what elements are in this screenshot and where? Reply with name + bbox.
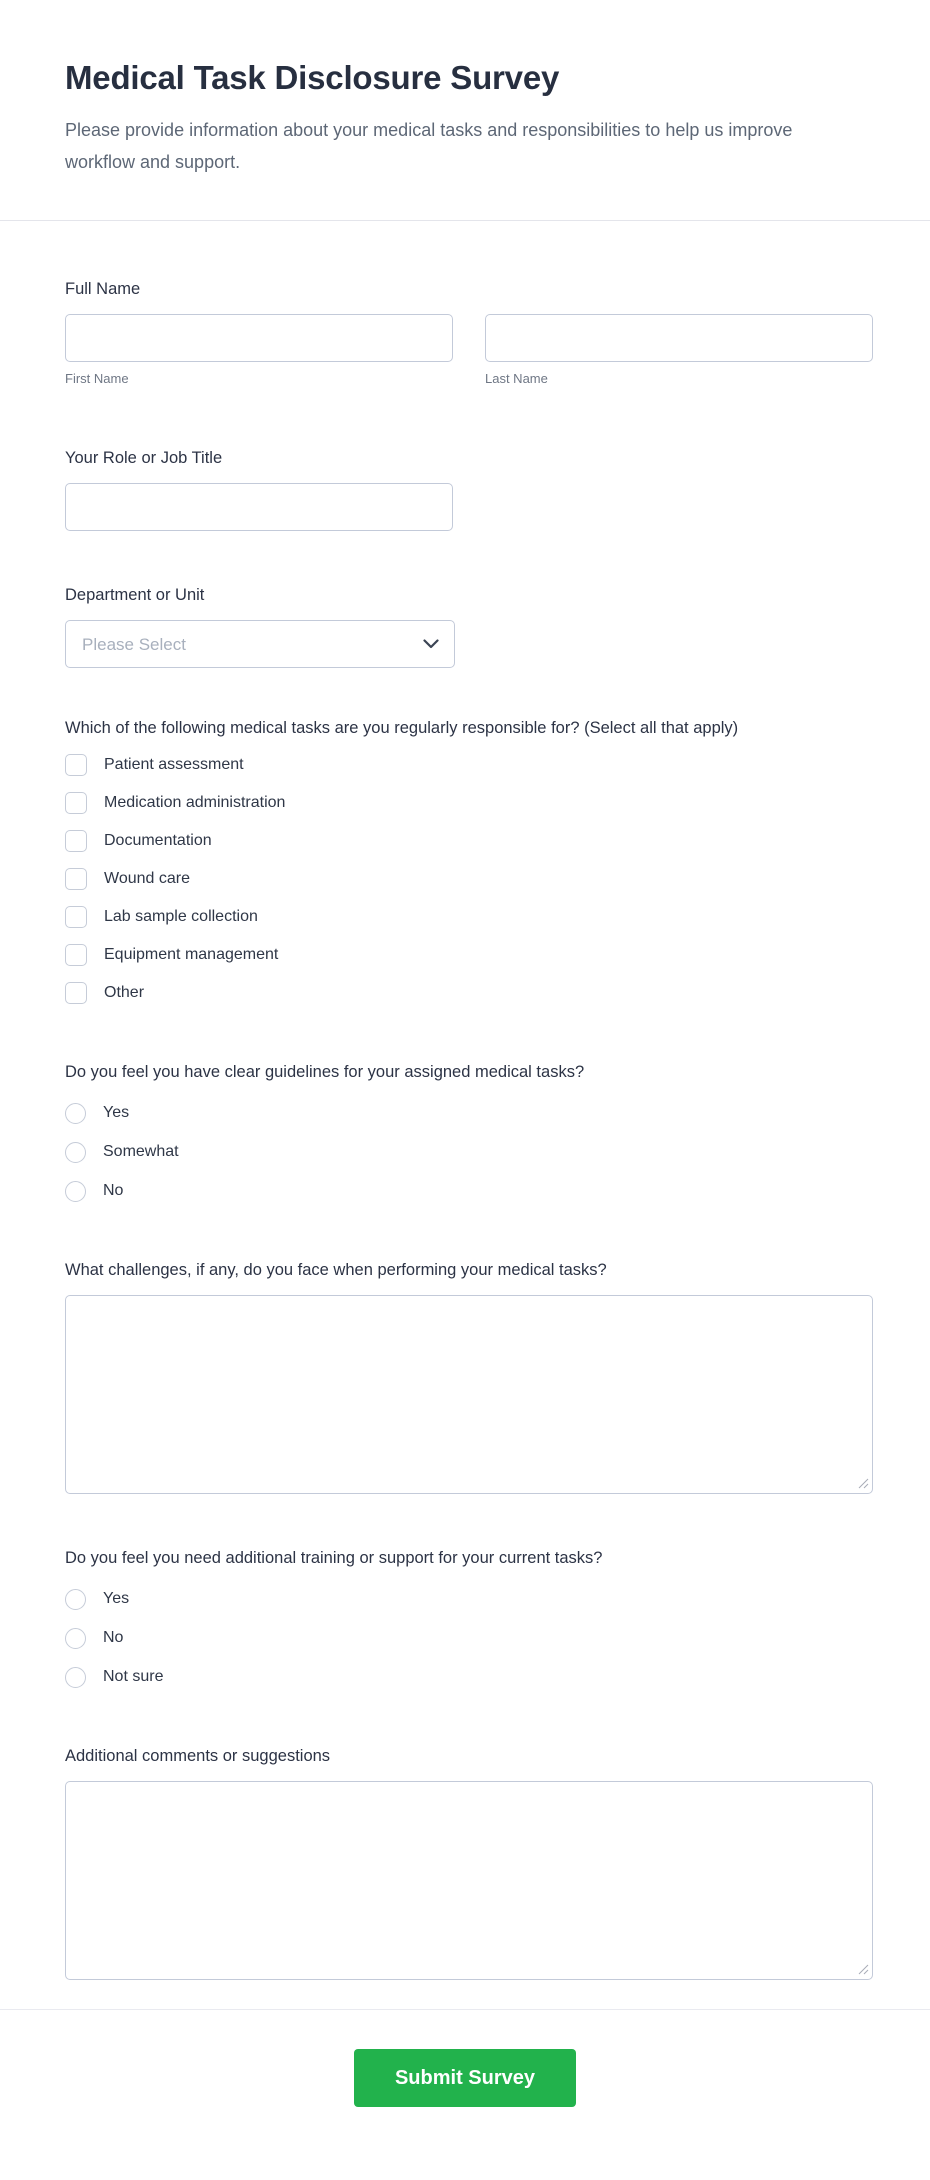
field-tasks <box>65 715 865 1004</box>
last-name-sublabel: Last Name <box>485 371 548 386</box>
checkbox-documentation[interactable] <box>65 830 87 852</box>
submit-button[interactable]: Submit Survey <box>354 2049 576 2107</box>
department-label: Department or Unit <box>65 586 205 604</box>
checkbox-option-row[interactable] <box>65 754 244 776</box>
checkbox-option-row[interactable] <box>65 906 258 928</box>
field-training <box>65 1545 865 1688</box>
checkbox-option-row[interactable] <box>65 944 278 966</box>
survey-form <box>0 276 930 1980</box>
field-department <box>65 582 865 668</box>
role-input[interactable] <box>65 483 453 531</box>
radio-training-not-sure[interactable] <box>65 1667 86 1688</box>
radio-guidelines-no[interactable] <box>65 1181 86 1202</box>
checkbox-option-row[interactable] <box>65 830 212 852</box>
checkbox-option-label: Documentation <box>104 832 212 849</box>
last-name-column <box>485 314 873 387</box>
checkbox-medication-administration[interactable] <box>65 792 87 814</box>
training-radio-list <box>65 1588 865 1688</box>
name-inputs-row <box>65 314 865 387</box>
radio-guidelines-yes[interactable] <box>65 1103 86 1124</box>
radio-option-label: Yes <box>103 1104 130 1121</box>
checkbox-option-label: Lab sample collection <box>104 908 258 925</box>
checkbox-option-label: Medication administration <box>104 794 286 811</box>
guidelines-label: Do you feel you have clear guidelines for your assigned medical tasks? <box>65 1063 585 1081</box>
radio-option-label: Not sure <box>103 1668 164 1685</box>
checkbox-wound-care[interactable] <box>65 868 87 890</box>
form-subtitle: Please provide information about your medical tasks and responsibilities to help us improve workflow and support. <box>65 120 793 172</box>
radio-training-yes[interactable] <box>65 1589 86 1610</box>
challenges-label: What challenges, if any, do you face when performing your medical tasks? <box>65 1261 607 1279</box>
field-role <box>65 445 865 531</box>
comments-textarea[interactable] <box>65 1781 873 1980</box>
checkbox-lab-sample-collection[interactable] <box>65 906 87 928</box>
checkbox-equipment-management[interactable] <box>65 944 87 966</box>
radio-guidelines-somewhat[interactable] <box>65 1142 86 1163</box>
comments-textarea-wrap <box>65 1781 873 1980</box>
first-name-column <box>65 314 453 387</box>
checkbox-option-row[interactable] <box>65 792 285 814</box>
department-select[interactable] <box>65 620 455 668</box>
challenges-textarea-wrap <box>65 1295 873 1494</box>
form-header <box>0 0 930 178</box>
radio-option-label: Somewhat <box>103 1143 179 1160</box>
field-guidelines <box>65 1059 865 1202</box>
tasks-label: Which of the following medical tasks are you regularly responsible for? (Select all that apply) <box>65 719 739 737</box>
full-name-label: Full Name <box>65 280 141 298</box>
first-name-sublabel: First Name <box>65 371 129 386</box>
checkbox-other[interactable] <box>65 982 87 1004</box>
field-full-name <box>65 276 865 387</box>
radio-option-row[interactable] <box>65 1180 123 1202</box>
radio-training-no[interactable] <box>65 1628 86 1649</box>
checkbox-patient-assessment[interactable] <box>65 754 87 776</box>
radio-option-row[interactable] <box>65 1666 163 1688</box>
checkbox-option-label: Other <box>104 984 145 1001</box>
radio-option-row[interactable] <box>65 1102 129 1124</box>
first-name-input[interactable] <box>65 314 453 362</box>
submit-row <box>0 2010 930 2107</box>
page-title: Medical Task Disclosure Survey <box>65 59 560 96</box>
training-label: Do you feel you need additional training or support for your current tasks? <box>65 1549 603 1567</box>
checkbox-option-row[interactable] <box>65 982 144 1004</box>
tasks-checkbox-list <box>65 754 865 1004</box>
radio-option-label: No <box>103 1182 124 1199</box>
radio-option-row[interactable] <box>65 1588 129 1610</box>
guidelines-radio-list <box>65 1102 865 1202</box>
checkbox-option-label: Wound care <box>104 870 190 887</box>
challenges-textarea[interactable] <box>65 1295 873 1494</box>
radio-option-row[interactable] <box>65 1141 179 1163</box>
role-label: Your Role or Job Title <box>65 449 223 467</box>
checkbox-option-label: Patient assessment <box>104 756 244 773</box>
checkbox-option-row[interactable] <box>65 868 190 890</box>
radio-option-row[interactable] <box>65 1627 123 1649</box>
department-select-wrap <box>65 620 455 668</box>
comments-label: Additional comments or suggestions <box>65 1747 331 1765</box>
field-challenges <box>65 1257 865 1494</box>
radio-option-label: No <box>103 1629 124 1646</box>
header-divider <box>0 220 930 221</box>
radio-option-label: Yes <box>103 1590 130 1607</box>
last-name-input[interactable] <box>485 314 873 362</box>
checkbox-option-label: Equipment management <box>104 946 279 963</box>
field-comments <box>65 1743 865 1980</box>
